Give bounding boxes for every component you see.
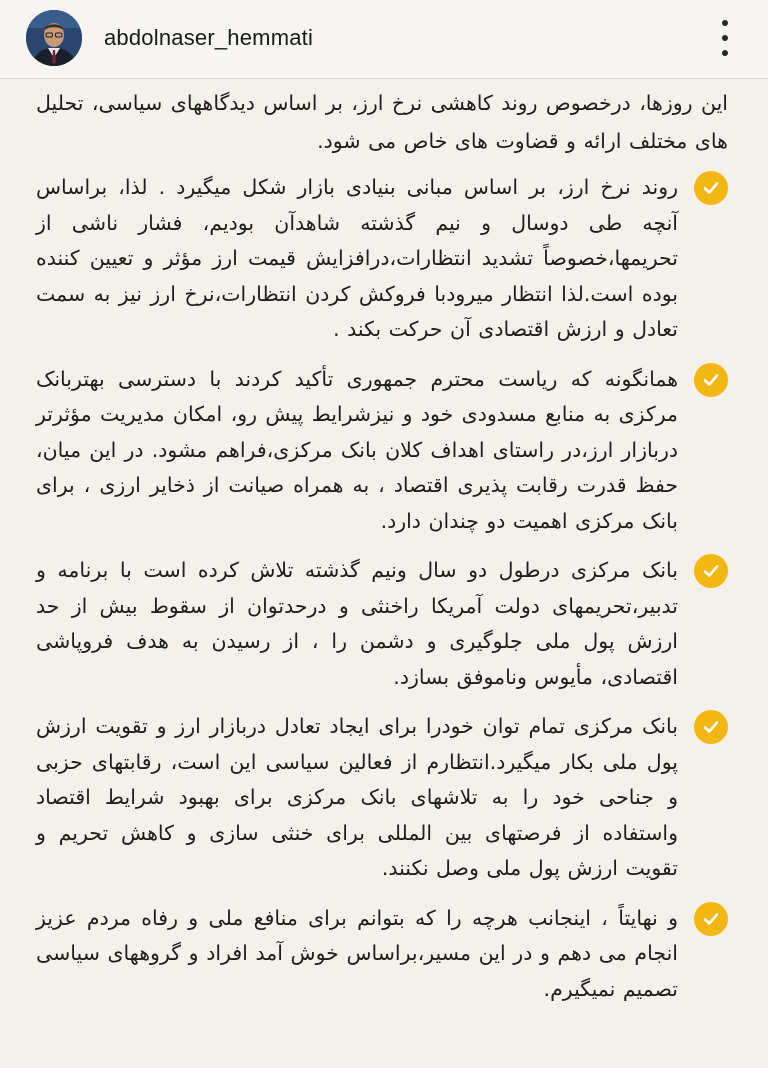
avatar[interactable] — [26, 10, 82, 66]
check-circle-icon — [694, 902, 728, 936]
caption-point-text: همانگونه که ریاست محترم جمهوری تأکید کردند با دسترسی بهتربانک مرکزی به منابع مسدودی خود و نیزشرایط پیش رو، امکان مدیریت مؤثرتر دربازار ارز،در راستای اهداف کلان بانک مرکزی،فراهم مشود. در این میان، حفظ قدرت رقابت پذیری اقتصاد ، به همراه صیانت از ذخایر ارزی ، برای بانک مرکزی اهمیت دو چندان دارد. — [36, 366, 678, 533]
caption-point-text: بانک مرکزی تمام توان خودرا برای ایجاد تعادل دربازار ارز و تقویت ارزش پول ملی بکار میگیرد.انتظارم از فعالین سیاسی این است، رقابتهای حزبی و جناحی خود را به تلاشهای بانک مرکزی برای بهبود شرایط اقتصاد واستفاده از فرصتهای بین المللی برای خنثی سازی و کاهش تحریم و تقویت ارزش پول ملی وصل نکنند. — [36, 714, 678, 880]
caption-point — [36, 709, 728, 887]
check-circle-icon — [694, 363, 728, 397]
caption-point — [36, 553, 728, 695]
caption-point-text: روند نرخ ارز، بر اساس مبانی بنیادی بازار شکل میگیرد . لذا، براساس آنچه طی دوسال و نیم گذشته شاهدآن بودیم، فشار ناشی از تحریمها،خصوصاً تشدید انتظارات،درافزایش قیمت ارز مؤثر و تعیین کننده بوده است.لذا انتظار میرودبا فروکش کردن انتظارات،نرخ ارز نیز به سمت تعادل و ارزش اقتصادی آن حرکت بکند . — [36, 175, 678, 341]
caption-point — [36, 170, 728, 348]
caption-point-text: بانک مرکزی درطول دو سال ونیم گذشته تلاش کرده است با برنامه و تدبیر،تحریمهای دولت آمریکا راخنثی و درحدتوان از سقوط بیش از حد ارزش پول ملی جلوگیری و دشمن را ، از رسیدن به هدف فروپاشی اقتصادی، مأیوس وناموفق بسازد. — [36, 558, 678, 689]
more-vertical-icon-dot — [722, 50, 728, 56]
caption-point — [36, 901, 728, 1008]
more-vertical-icon-dot — [722, 35, 728, 41]
username[interactable]: abdolnaser_hemmati — [104, 25, 314, 50]
check-circle-icon — [694, 554, 728, 588]
caption-intro: این روزها، درخصوص روند کاهشی نرخ ارز، بر اساس دیدگاههای سیاسی، تحلیل های مختلف ارائه و قضاوت های خاص می شود. — [36, 91, 728, 153]
profile-photo-icon — [26, 10, 82, 66]
caption-point-text: و نهایتاً ، اینجانب هرچه را که بتوانم برای منافع ملی و رفاه مردم عزیز انجام می دهم و در این مسیر،براساس خوش آمد افراد و گروههای سیاسی تصمیم نمیگیرم. — [36, 905, 678, 1001]
caption-point — [36, 362, 728, 540]
check-circle-icon — [694, 710, 728, 744]
more-vertical-icon — [722, 20, 728, 26]
check-circle-icon — [694, 171, 728, 205]
post-header — [0, 0, 768, 79]
more-options-button[interactable] — [710, 18, 740, 58]
post-caption — [36, 84, 728, 1054]
